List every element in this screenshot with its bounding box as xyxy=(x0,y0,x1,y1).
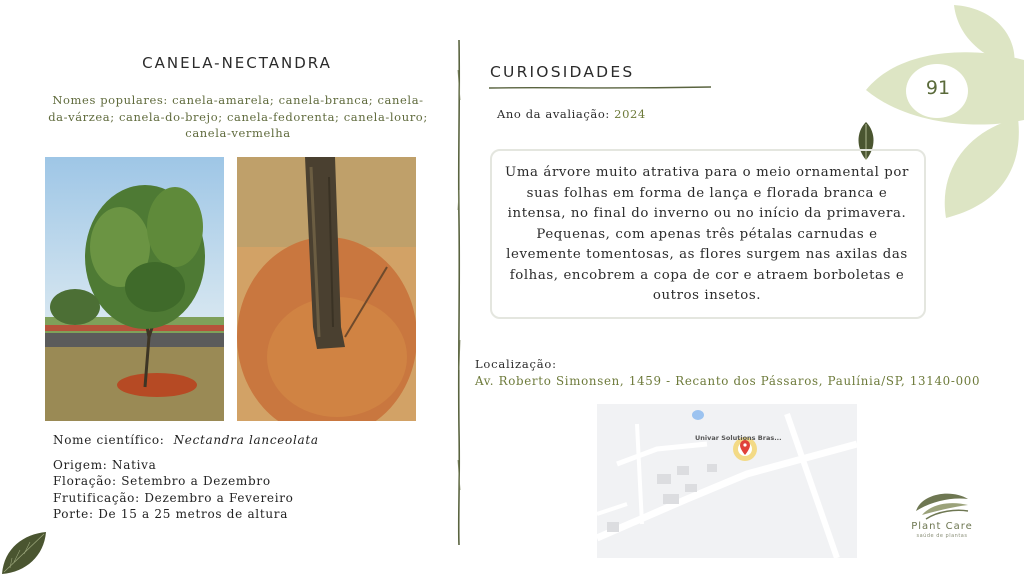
location-label: Localização: xyxy=(475,357,557,371)
origin: Origem: Nativa xyxy=(53,458,157,472)
leaf-decoration-bottom-left xyxy=(0,530,48,576)
brand-name: Plant Care xyxy=(911,521,973,532)
title-underline xyxy=(489,85,711,91)
page-number: 91 xyxy=(925,77,951,99)
year-value: 2024 xyxy=(614,107,646,121)
fruiting: Frutificação: Dezembro a Fevereiro xyxy=(53,491,294,505)
year-label: Ano da avaliação: xyxy=(497,107,610,121)
scientific-name: Nectandra lanceolata xyxy=(173,433,319,447)
evaluation-year xyxy=(497,107,646,121)
plant-common-name: CANELA-NECTANDRA xyxy=(142,54,332,72)
curiosities-text: Uma árvore muito atrativa para o meio ornamental por suas folhas em forma de lança e florada branca e intensa, no final do inverno ou no início da primavera. Pequenas, com apenas três pétalas carnudas e levemente tomentosas, as flores surgem nas axilas das folhas, encobrem a copa de cor e atraem borboletas e outros insetos. xyxy=(505,165,909,303)
brand-tagline: saúde de plantas xyxy=(916,533,968,539)
size: Porte: De 15 a 25 metros de altura xyxy=(53,507,289,521)
curiosities-title: CURIOSIDADES xyxy=(490,63,635,81)
curiosities-box xyxy=(490,149,926,319)
popular-names: Nomes populares: canela-amarela; canela-branca; canela-da-várzea; canela-do-brejo; canela-fedorenta; canela-louro; canela-vermelha xyxy=(48,93,428,140)
tree-photo xyxy=(45,157,224,421)
trunk-photo xyxy=(237,157,416,421)
map-place-label: Univar Solutions Bras... xyxy=(695,434,782,442)
flowering: Floração: Setembro a Dezembro xyxy=(53,474,271,488)
location-map[interactable] xyxy=(597,404,857,558)
plant-care-logo-icon xyxy=(912,487,972,521)
scientific-name-row xyxy=(53,433,319,447)
scientific-name-label: Nome científico: xyxy=(53,433,165,447)
vertical-divider xyxy=(455,40,463,545)
location-address: Av. Roberto Simonsen, 1459 - Recanto dos Pássaros, Paulínia/SP, 13140-000 xyxy=(475,374,981,388)
